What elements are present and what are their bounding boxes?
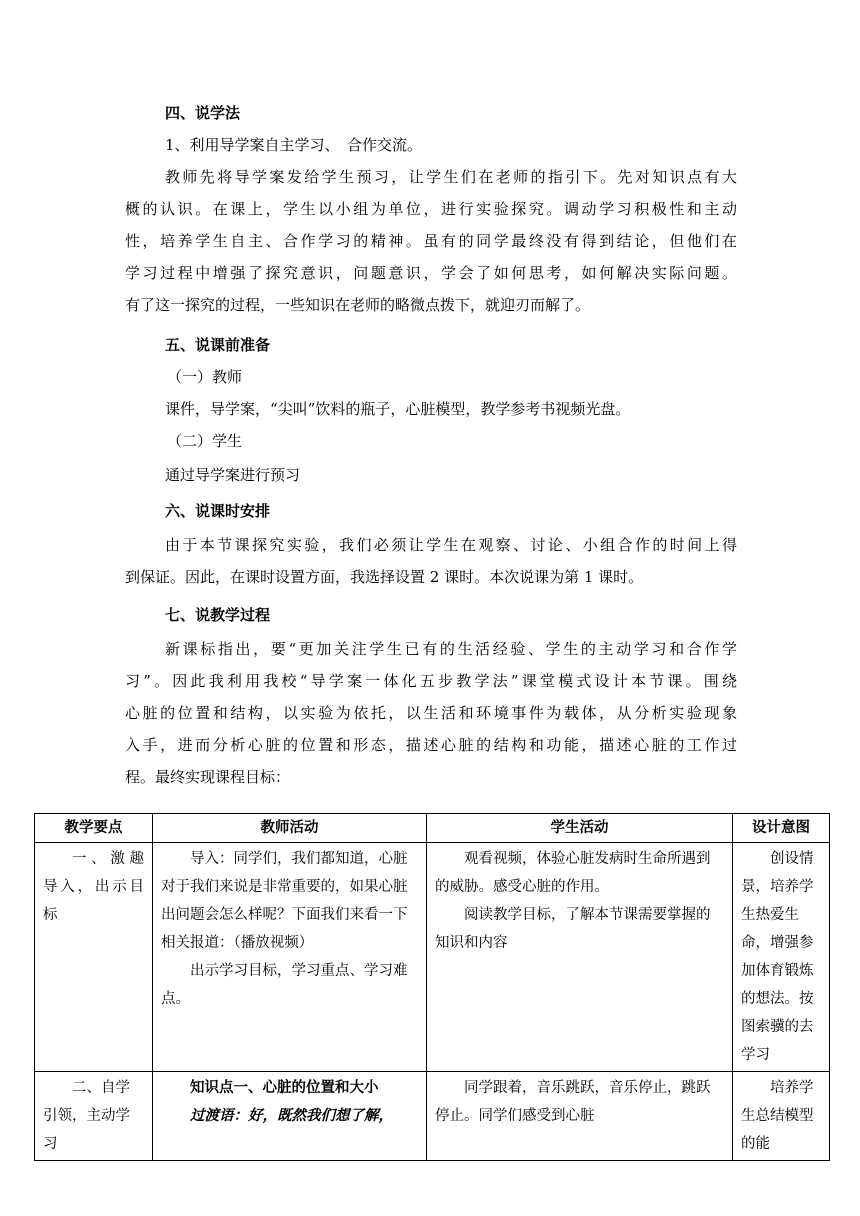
paragraph-line: 概的认识。在课上，学生以小组为单位，进行实验探究。调动学习积极性和主动 xyxy=(125,200,737,218)
paragraph-line: 新课标指出，要“更加关注学生已有的生活经验、学生的主动学习和合作学 xyxy=(165,640,737,658)
paragraph-line: 有了这一探究的过程，一些知识在老师的略微点拨下，就迎刃而解了。 xyxy=(125,296,591,314)
section-heading-4: 四、说学法 xyxy=(165,104,241,122)
cell-teaching-point: 二、自学引领，主动学习 xyxy=(35,1072,153,1161)
paragraph-line: 习”。因此我利用我校“导学案一体化五步教学法”课堂模式设计本节课。围绕 xyxy=(125,672,737,690)
paragraph-line: 到保证。因此，在课时设置方面，我选择设置 2 课时。本次说课为第 1 课时。 xyxy=(125,568,644,586)
student-activity-text: 观看视频，体验心脏发病时生命所遇到的威胁。感受心脏的作用。 xyxy=(435,851,711,895)
design-intent-text: 创设情景，培养学生热爱生命，增强参加体育锻炼的想法。按图索骥的去学习 xyxy=(741,851,814,1063)
cell-teacher-activity xyxy=(153,1072,427,1161)
cell-student-activity xyxy=(427,1072,733,1161)
paragraph-line: 由于本节课探究实验，我们必须让学生在观察、讨论、小组合作的时间上得 xyxy=(165,536,737,554)
header-teacher-activity: 教师活动 xyxy=(153,814,427,843)
transition-text: 过渡语：好，既然我们想了解， xyxy=(190,1107,393,1124)
header-teaching-point: 教学要点 xyxy=(35,814,153,843)
teacher-activity-text: 出示学习目标，学习重点、学习难点。 xyxy=(161,963,408,1007)
teacher-activity-text: 导入：同学们，我们都知道，心脏对于我们来说是非常重要的，如果心脏出问题会怎么样呢？下面我们来看一下相关报道：（播放视频） xyxy=(161,851,408,951)
cell-teacher-activity xyxy=(153,843,427,1072)
teacher-prep-text: 课件，导学案，“尖叫”饮料的瓶子，心脏模型，教学参考书视频光盘。 xyxy=(165,400,631,418)
method-item-1: 1、利用导学案自主学习、 合作交流。 xyxy=(165,136,423,154)
lesson-plan-table xyxy=(34,813,830,1161)
header-student-activity: 学生活动 xyxy=(427,814,733,843)
table-row xyxy=(35,1072,830,1161)
cell-design-intent xyxy=(733,1072,830,1161)
student-activity-text: 阅读教学目标，了解本节课需要掌握的知识和内容 xyxy=(435,907,711,951)
paragraph-line: 程。最终实现课程目标： xyxy=(125,768,291,786)
design-intent-text: 培养学生总结模型的能 xyxy=(741,1080,814,1152)
student-prep-text: 通过导学案进行预习 xyxy=(165,466,301,484)
header-design-intent: 设计意图 xyxy=(733,814,830,843)
paragraph-line: 学习过程中增强了探究意识，问题意识，学会了如何思考，如何解决实际问题。 xyxy=(125,264,737,282)
section-heading-5: 五、说课前准备 xyxy=(165,336,271,354)
section-heading-7: 七、说教学过程 xyxy=(165,606,271,624)
paragraph-line: 心脏的位置和结构，以实验为依托，以生活和环境事件为载体，从分析实验现象 xyxy=(125,704,737,722)
cell-design-intent xyxy=(733,843,830,1072)
paragraph-line: 性，培养学生自主、合作学习的精神。虽有的同学最终没有得到结论，但他们在 xyxy=(125,232,737,250)
student-activity-text: 同学跟着，音乐跳跃，音乐停止，跳跃停止。同学们感受到心脏 xyxy=(435,1080,711,1124)
table-header-row xyxy=(35,814,830,843)
paragraph-line: 教师先将导学案发给学生预习，让学生们在老师的指引下。先对知识点有大 xyxy=(165,168,737,186)
cell-student-activity xyxy=(427,843,733,1072)
table-row xyxy=(35,843,830,1072)
subsection-student: （二）学生 xyxy=(167,432,243,450)
cell-teaching-point: 一、激趣导入，出示目标 xyxy=(35,843,153,1072)
subsection-teacher: （一）教师 xyxy=(167,368,243,386)
section-heading-6: 六、说课时安排 xyxy=(165,502,271,520)
knowledge-point-title: 知识点一、心脏的位置和大小 xyxy=(190,1079,379,1096)
paragraph-line: 入手，进而分析心脏的位置和形态，描述心脏的结构和功能，描述心脏的工作过 xyxy=(125,736,737,754)
